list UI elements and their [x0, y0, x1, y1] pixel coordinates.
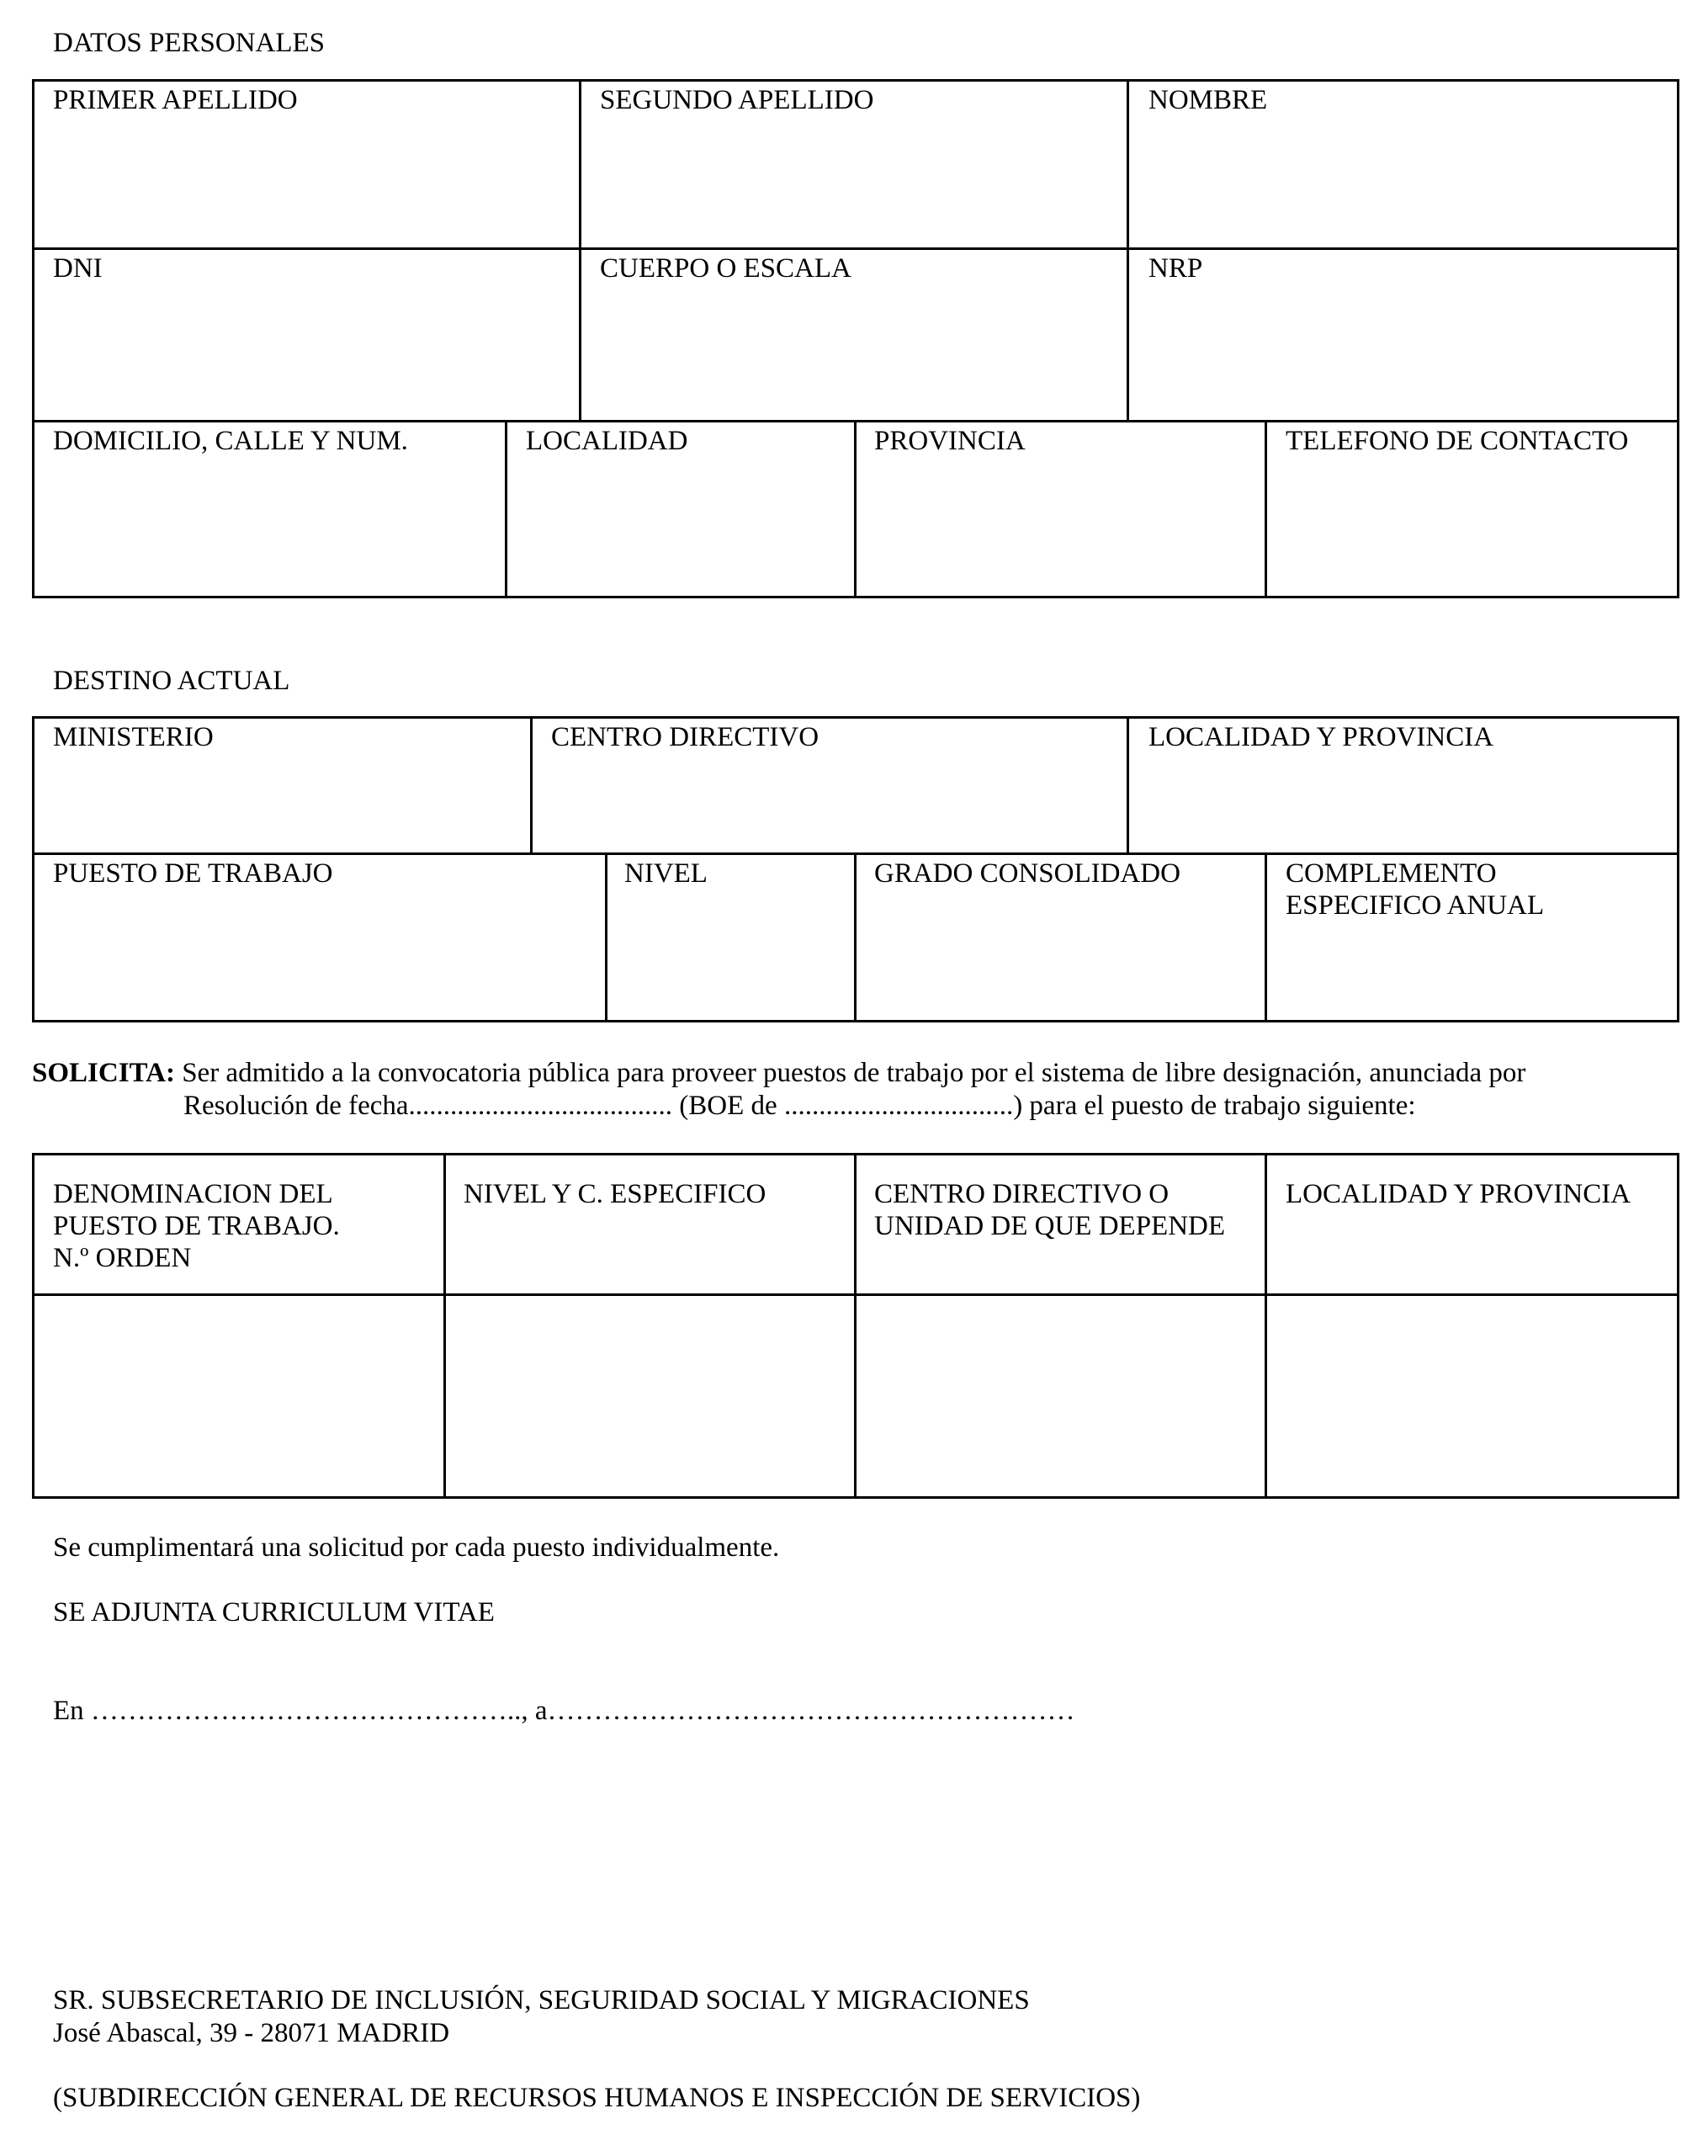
label-puesto-trabajo: PUESTO DE TRABAJO	[53, 858, 333, 889]
header-denominacion-line-2: PUESTO DE TRABAJO.	[53, 1211, 340, 1241]
recipient-department: (SUBDIRECCIÓN GENERAL DE RECURSOS HUMANOS E INSPECCIÓN DE SERVICIOS)	[53, 2083, 1141, 2113]
ministerio-field[interactable]	[34, 755, 530, 851]
header-centro-line-1: CENTRO DIRECTIVO O	[874, 1179, 1170, 1209]
localidad-provincia-field[interactable]	[1129, 755, 1677, 851]
header-centro-line-2: UNIDAD DE QUE DEPENDE	[874, 1211, 1226, 1241]
label-localidad-provincia: LOCALIDAD Y PROVINCIA	[1148, 722, 1494, 752]
segundo-apellido-field[interactable]	[581, 118, 1127, 246]
label-grado-consolidado: GRADO CONSOLIDADO	[874, 858, 1180, 889]
recipient-address: José Abascal, 39 - 28071 MADRID	[53, 2018, 450, 2048]
solicita-text-1: Ser admitido a la convocatoria pública para proveer puestos de trabajo por el sistema de libre designación, anunciada por	[182, 1058, 1526, 1088]
place-date-line[interactable]: En ……………………………………….., a…………………………………………………	[53, 1696, 1075, 1726]
grado-consolidado-field[interactable]	[857, 891, 1265, 1020]
section-title-datos-personales: DATOS PERSONALES	[53, 28, 326, 58]
telefono-field[interactable]	[1267, 459, 1677, 596]
table-divider	[32, 247, 1679, 250]
nivel-especifico-field[interactable]	[446, 1296, 854, 1496]
solicita-line-2: Resolución de fecha...................................... (BOE de .................................) para el puesto de trabajo siguiente:	[183, 1091, 1416, 1121]
cuerpo-escala-field[interactable]	[581, 286, 1127, 418]
localidad-field[interactable]	[507, 459, 854, 596]
complemento-especifico-field[interactable]	[1267, 925, 1677, 1020]
primer-apellido-field[interactable]	[34, 118, 579, 246]
dni-field[interactable]	[34, 286, 579, 418]
label-provincia: PROVINCIA	[874, 426, 1026, 456]
label-nrp: NRP	[1148, 253, 1203, 284]
label-nombre: NOMBRE	[1148, 85, 1268, 115]
label-centro-directivo: CENTRO DIRECTIVO	[551, 722, 820, 752]
domicilio-field[interactable]	[34, 459, 505, 596]
label-ministerio: MINISTERIO	[53, 722, 214, 752]
centro-directivo-field[interactable]	[533, 755, 1127, 851]
label-cuerpo-escala: CUERPO O ESCALA	[600, 253, 851, 284]
centro-unidad-field[interactable]	[857, 1296, 1265, 1496]
label-complemento-line-2: ESPECIFICO ANUAL	[1286, 890, 1545, 921]
provincia-field[interactable]	[857, 459, 1265, 596]
label-localidad: LOCALIDAD	[526, 426, 688, 456]
nivel-field[interactable]	[607, 891, 854, 1020]
nombre-field[interactable]	[1129, 118, 1677, 246]
label-nivel: NIVEL	[624, 858, 708, 889]
solicita-label: SOLICITA:	[32, 1058, 175, 1088]
label-complemento-especifico	[1286, 858, 1544, 921]
header-nivel-especifico: NIVEL Y C. ESPECIFICO	[464, 1179, 766, 1209]
header-localidad-provincia: LOCALIDAD Y PROVINCIA	[1286, 1179, 1631, 1209]
label-telefono: TELEFONO DE CONTACTO	[1286, 426, 1629, 456]
label-segundo-apellido: SEGUNDO APELLIDO	[600, 85, 874, 115]
note-adjunta-cv: SE ADJUNTA CURRICULUM VITAE	[53, 1597, 495, 1628]
header-denominacion-line-1: DENOMINACION DEL	[53, 1179, 333, 1209]
header-centro-directivo	[874, 1178, 1225, 1242]
header-denominacion-line-3: N.º ORDEN	[53, 1243, 192, 1273]
label-domicilio: DOMICILIO, CALLE Y NUM.	[53, 426, 408, 456]
label-complemento-line-1: COMPLEMENTO	[1286, 858, 1497, 889]
note-una-solicitud: Se cumplimentará una solicitud por cada puesto individualmente.	[53, 1532, 780, 1563]
denominacion-field[interactable]	[34, 1296, 443, 1496]
label-dni: DNI	[53, 253, 103, 284]
solicita-line-1	[32, 1057, 1525, 1089]
header-denominacion	[53, 1178, 340, 1274]
puesto-trabajo-field[interactable]	[34, 891, 605, 1020]
section-title-destino-actual: DESTINO ACTUAL	[53, 666, 290, 696]
puesto-localidad-provincia-field[interactable]	[1267, 1296, 1677, 1496]
nrp-field[interactable]	[1129, 286, 1677, 418]
label-primer-apellido: PRIMER APELLIDO	[53, 85, 298, 115]
recipient-title: SR. SUBSECRETARIO DE INCLUSIÓN, SEGURIDAD SOCIAL Y MIGRACIONES	[53, 1985, 1030, 2015]
